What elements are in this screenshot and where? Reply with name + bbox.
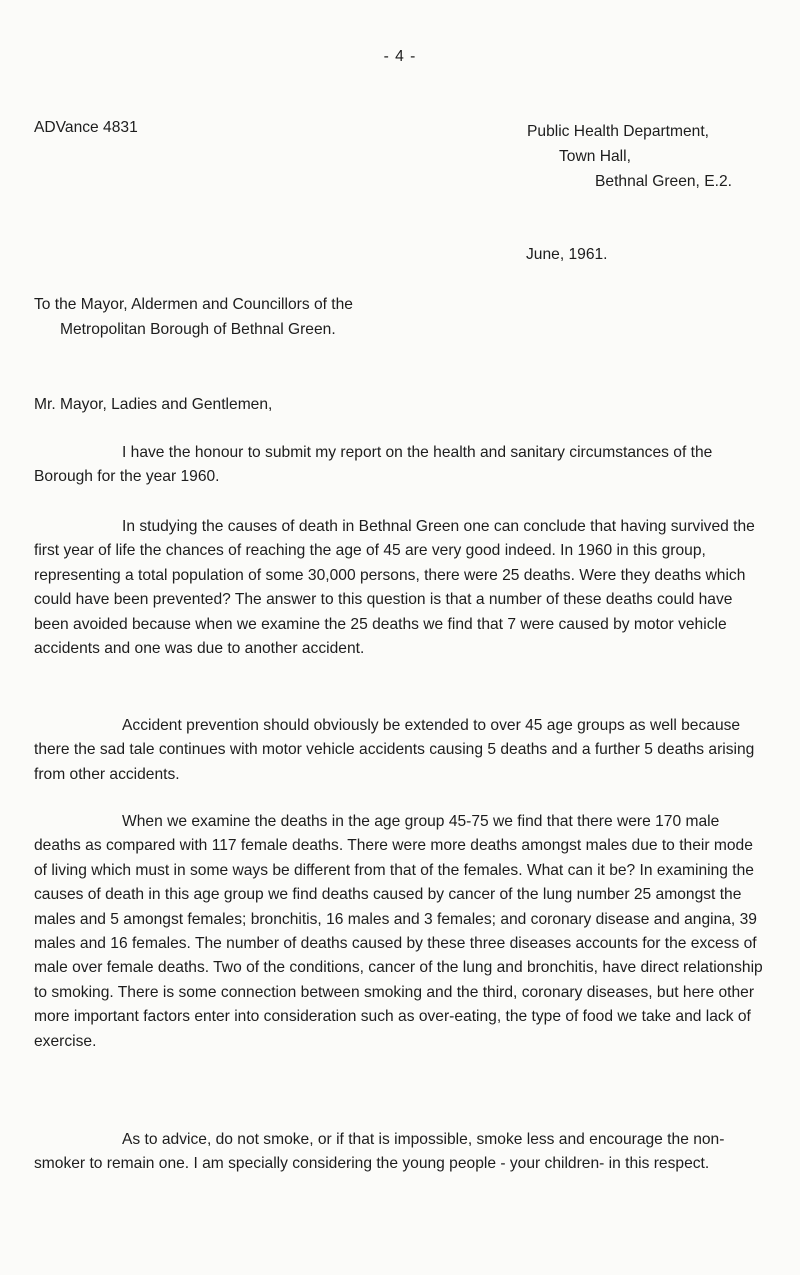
recipient-line-1: To the Mayor, Aldermen and Councillors of the: [34, 296, 353, 313]
paragraph-smoking-advice: As to advice, do not smoke, or if that is impossible, smoke less and encourage the non-smoker to remain one. I am specially considering the young people - your children- in this respect.: [34, 1131, 725, 1173]
sender-address: [527, 119, 732, 194]
telephone-number: ADVance 4831: [34, 119, 138, 136]
address-line-3: Bethnal Green, E.2.: [595, 173, 732, 190]
address-line-2: Town Hall,: [559, 148, 631, 165]
paragraph-accident-prevention: Accident prevention should obviously be extended to over 45 age groups as well because there the sad tale continues with motor vehicle accidents causing 5 deaths and a further 5 deaths arising from other accidents.: [34, 717, 755, 783]
paragraph-age-group-45-75: When we examine the deaths in the age group 45-75 we find that there were 170 male deaths as compared with 117 female deaths. There were more deaths amongst males due to their mode of living which must in some ways be different from that of the females. What can it be? In examining the causes of death in this age group we find deaths caused by cancer of the lung number 25 amongst the males and 5 amongst females; bronchitis, 16 males and 3 females; and coronary disease and angina, 39 males and 16 females. The number of deaths caused by these three diseases accounts for the excess of male over female deaths. Two of the conditions, cancer of the lung and bronchitis, have direct relationship to smoking. There is some connection between smoking and the third, coronary diseases, but here other more important factors enter into consideration such as over-eating, the type of food we take and lack of exercise.: [34, 813, 763, 1050]
recipient-block: [34, 292, 353, 342]
page-number: - 4 -: [383, 48, 417, 65]
letter-date: June, 1961.: [526, 246, 608, 263]
paragraph-report-intro: I have the honour to submit my report on the health and sanitary circumstances of the Borough for the year 1960.: [34, 444, 713, 486]
paragraph-causes-of-death: In studying the causes of death in Bethnal Green one can conclude that having survived the first year of life the chances of reaching the age of 45 are very good indeed. In 1960 in this group, representing a total population of some 30,000 persons, there were 25 deaths. Were they deaths which could have been prevented? The answer to this question is that a number of these deaths could have been avoided because when we examine the 25 deaths we find that 7 were caused by motor vehicle accidents and one was due to another accident.: [34, 518, 755, 658]
recipient-line-2: Metropolitan Borough of Bethnal Green.: [60, 321, 336, 338]
salutation: Mr. Mayor, Ladies and Gentlemen,: [34, 396, 273, 413]
address-line-1: Public Health Department,: [527, 123, 710, 140]
